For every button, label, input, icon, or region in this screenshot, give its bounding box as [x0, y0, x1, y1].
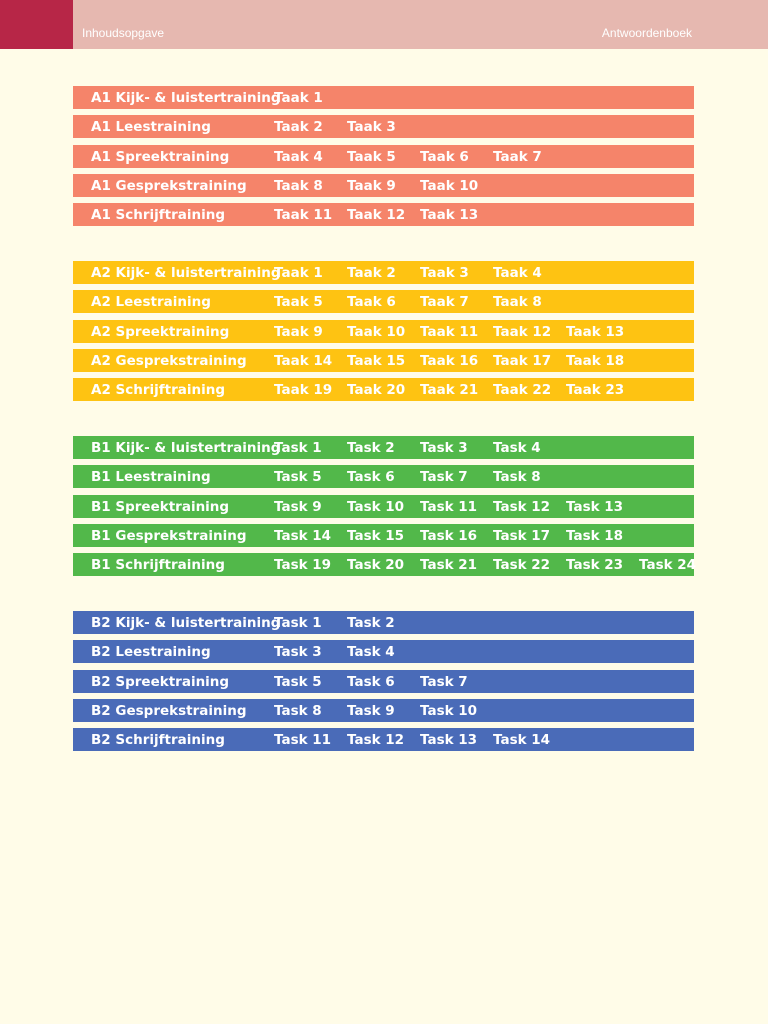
task-link[interactable]: Task 21: [420, 557, 478, 573]
task-link[interactable]: Taak 16: [420, 352, 479, 369]
task-link[interactable]: Taak 11: [420, 323, 479, 340]
task-link[interactable]: Taak 17: [493, 352, 552, 369]
page-header: [0, 0, 768, 49]
toc-row-label: B1 Schrijftraining: [91, 557, 225, 573]
task-link[interactable]: Taak 10: [347, 323, 406, 340]
toc-row[interactable]: [73, 320, 694, 343]
toc-row-label: B1 Leestraining: [91, 469, 211, 486]
task-link[interactable]: Taak 6: [420, 148, 469, 165]
toc-row-label: B1 Gesprekstraining: [91, 527, 247, 544]
toc-row-label: A1 Leestraining: [91, 119, 211, 136]
toc-row-label: B2 Leestraining: [91, 644, 211, 661]
task-link[interactable]: Taak 22: [493, 382, 552, 398]
toc-row[interactable]: [73, 670, 694, 693]
task-link[interactable]: Taak 7: [493, 148, 542, 165]
task-link[interactable]: Task 4: [347, 644, 395, 661]
toc-row[interactable]: [73, 261, 694, 284]
task-link[interactable]: Task 18: [566, 527, 624, 544]
task-link[interactable]: Task 14: [274, 527, 332, 544]
toc-row-label: B1 Spreektraining: [91, 498, 230, 515]
toc-row-label: A1 Spreektraining: [91, 148, 230, 165]
task-link[interactable]: Task 9: [274, 498, 322, 515]
task-link[interactable]: Taak 12: [347, 207, 406, 223]
toc-row[interactable]: [73, 378, 694, 401]
toc-row[interactable]: [73, 174, 694, 197]
task-link[interactable]: Task 16: [420, 527, 478, 544]
task-link[interactable]: Taak 4: [493, 265, 542, 281]
toc-row[interactable]: [73, 349, 694, 372]
task-link[interactable]: Taak 21: [420, 382, 479, 398]
task-link[interactable]: Task 10: [420, 702, 478, 719]
task-link[interactable]: Task 2: [347, 615, 395, 631]
task-link[interactable]: Taak 8: [274, 177, 323, 194]
task-link[interactable]: Task 7: [420, 469, 468, 486]
task-link[interactable]: Taak 5: [347, 148, 396, 165]
toc-row-label: A1 Gesprekstraining: [91, 177, 247, 194]
task-link[interactable]: Task 12: [493, 498, 551, 515]
toc-row-label: A1 Kijk- & luistertraining: [91, 90, 281, 106]
task-link[interactable]: Task 24: [639, 557, 697, 573]
task-link[interactable]: Task 6: [347, 469, 395, 486]
task-link[interactable]: Taak 18: [566, 352, 625, 369]
task-link[interactable]: Task 5: [274, 469, 322, 486]
toc-row-label: A2 Spreektraining: [91, 323, 230, 340]
task-link[interactable]: Taak 5: [274, 294, 323, 311]
task-link[interactable]: Task 8: [274, 702, 322, 719]
task-link[interactable]: Taak 15: [347, 352, 406, 369]
toc-section-a2: [73, 261, 694, 407]
task-link[interactable]: Task 17: [493, 527, 551, 544]
task-link[interactable]: Taak 7: [420, 294, 469, 311]
task-link[interactable]: Task 22: [493, 557, 551, 573]
toc-row[interactable]: [73, 553, 697, 576]
task-link[interactable]: Task 15: [347, 527, 405, 544]
task-link[interactable]: Taak 4: [274, 148, 323, 165]
task-link[interactable]: Task 23: [566, 557, 624, 573]
toc-row[interactable]: [73, 436, 694, 459]
task-link[interactable]: Taak 14: [274, 352, 333, 369]
toc-row-label: A1 Schrijftraining: [91, 207, 226, 223]
toc-row-label: B2 Kijk- & luistertraining: [91, 615, 281, 631]
toc-row[interactable]: [73, 203, 694, 226]
task-link[interactable]: Task 20: [347, 557, 405, 573]
task-link[interactable]: Task 3: [420, 440, 468, 456]
toc-row[interactable]: [73, 524, 694, 547]
task-link[interactable]: Task 11: [274, 732, 332, 748]
header-accent-block: [0, 0, 73, 49]
task-link[interactable]: Taak 20: [347, 382, 406, 398]
header-book-title: Antwoordenboek: [601, 26, 692, 40]
task-link[interactable]: Taak 19: [274, 382, 333, 398]
task-link[interactable]: Taak 9: [274, 323, 323, 340]
task-link[interactable]: Task 3: [274, 644, 322, 661]
toc-row[interactable]: [73, 465, 694, 488]
task-link[interactable]: Taak 23: [566, 382, 625, 398]
task-link[interactable]: Task 6: [347, 673, 395, 690]
task-link[interactable]: Taak 10: [420, 177, 479, 194]
task-link[interactable]: Task 7: [420, 673, 468, 690]
toc-section-a1: [73, 86, 694, 232]
task-link[interactable]: Task 4: [493, 440, 541, 456]
toc-row-label: A2 Kijk- & luistertraining: [91, 265, 281, 281]
task-link[interactable]: Task 10: [347, 498, 405, 515]
task-link[interactable]: Taak 11: [274, 207, 333, 223]
task-link[interactable]: Taak 8: [493, 294, 542, 311]
toc-section-b2: [73, 611, 694, 757]
task-link[interactable]: Taak 12: [493, 323, 552, 340]
toc-row[interactable]: [73, 86, 694, 109]
task-link[interactable]: Task 19: [274, 557, 332, 573]
task-link[interactable]: Taak 2: [347, 265, 396, 281]
task-link[interactable]: Taak 9: [347, 177, 396, 194]
task-link[interactable]: Task 12: [347, 732, 405, 748]
toc-row[interactable]: [73, 145, 694, 168]
toc-row[interactable]: [73, 611, 694, 634]
task-link[interactable]: Taak 1: [274, 90, 323, 106]
toc-section-b1: [73, 436, 697, 582]
task-link[interactable]: Taak 1: [274, 265, 323, 281]
task-link[interactable]: Task 9: [347, 702, 395, 719]
task-link[interactable]: Task 11: [420, 498, 478, 515]
toc-row[interactable]: [73, 699, 694, 722]
toc-row[interactable]: [73, 290, 694, 313]
task-link[interactable]: Task 13: [420, 732, 478, 748]
task-link[interactable]: Task 1: [274, 615, 322, 631]
task-link[interactable]: Taak 6: [347, 294, 396, 311]
toc-row-label: B2 Gesprekstraining: [91, 702, 247, 719]
task-link[interactable]: Taak 13: [566, 323, 625, 340]
task-link[interactable]: Taak 3: [420, 265, 469, 281]
task-link[interactable]: Taak 3: [347, 119, 396, 136]
toc-row[interactable]: [73, 640, 694, 663]
task-link[interactable]: Task 13: [566, 498, 624, 515]
task-link[interactable]: Task 5: [274, 673, 322, 690]
task-link[interactable]: Taak 13: [420, 207, 479, 223]
task-link[interactable]: Task 2: [347, 440, 395, 456]
toc-row[interactable]: [73, 728, 694, 751]
toc-row-label: B1 Kijk- & luistertraining: [91, 440, 281, 456]
toc-row-label: A2 Gesprekstraining: [91, 352, 247, 369]
task-link[interactable]: Task 1: [274, 440, 322, 456]
header-section-title: Inhoudsopgave: [82, 26, 165, 40]
toc-row-label: A2 Schrijftraining: [91, 382, 226, 398]
toc-row-label: A2 Leestraining: [91, 294, 211, 311]
toc-row-label: B2 Schrijftraining: [91, 732, 225, 748]
task-link[interactable]: Taak 2: [274, 119, 323, 136]
task-link[interactable]: Task 8: [493, 469, 541, 486]
toc-row-label: B2 Spreektraining: [91, 673, 230, 690]
toc-row[interactable]: [73, 115, 694, 138]
task-link[interactable]: Task 14: [493, 732, 551, 748]
toc-row[interactable]: [73, 495, 694, 518]
